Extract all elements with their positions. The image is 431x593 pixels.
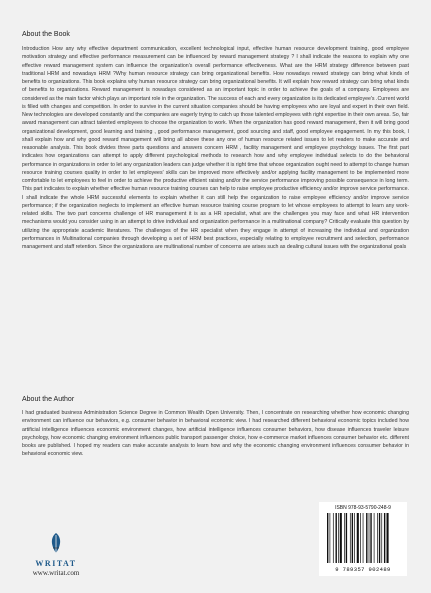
publisher-url: www.writat.com bbox=[32, 569, 80, 577]
isbn-label: ISBN 978-93-5790-248-9 bbox=[335, 505, 391, 511]
barcode-bars bbox=[327, 513, 403, 563]
publisher-logo bbox=[22, 532, 90, 580]
publisher-name: WRITAT bbox=[35, 559, 77, 568]
about-book-heading: About the Book bbox=[22, 31, 70, 38]
quill-icon bbox=[46, 532, 66, 556]
about-book-text: Introduction How any why effective department communication, excellent technological input, effective human resource development training, good employee motivation strategy and effective performance measurement can be influenced by reward management strategy ? I shall indicate the reasons to explain why one effective reward management system can influence the organization's overall performance effectiveness. What are the HRM strategy difference between past traditional HRM and nowadays HRM ?Why human resource strategy can bring organizational benefits. How nowadays reward strategy can bring what kinds of benefits to organizations. This book explains why human resource strategy can bring organizational benefits. It will explain how reward strategy can bring what kinds of benefits to organizations. Reward management is nowadays considered as an important topic in order to achieve the goals of a company. Employees are considered as the main factor which plays an important role in the organization. The success of each and every organization is its dedicated employee's .Current world is filled with changes and competition. In order to survive in the current situation companies should be having employees who are loyal and expert in their own field. New technologies are developed constantly and the companies are eagerly trying to catch up those talented employees with right expertise in their own areas. So, fair award management can attract talented employees to choose the organization to work. When the organization has good reward management, then it will bring good organizational development, good learning and training , good performance management, good sourcing and staff, good employee engagement. In my this book, I shall explain how and why good reward management will bring all above these any one of human resource related issues to let readers to make accurate and reasonable analysis. This book divides three parts questions and answers concern HRM , facility management and employee psychology issues. The first part indicates how organizations can attempt to apply different psychological methods to research how and why employee individual selects to do the behavioral performance in organizations in order to let any organization leaders can judge whether it is right time that whose organization ought need to attempt to change human resource training courses quality in order to let employees' skills can be improved more effectively and/or applying facility management to be implemented more comfortable to let employees to feel in order to achieve the productive efficient raising and/or the service performance improving possible consequence in long term. This part indicates to explain whether effective human resource training courses can help to raise employee productive efficiency and/or improve service performance. I shall indicate the whole HRM successful elements to explain whether it can still help the organization to raise employee efficiency and/or improve service performance; if the organization neglects to implement an effective human resource training course program to let whose employees to attempt to learn any work-related skills. The two part concerns challenge of HR management it is as a HR specialist, what are the challenges you may face and what HR intervention mechanisms would you consider using in an attempt to drive individual and organization performance in a multinational company? Critically evaluate this question by utilizing the appropriate academic literatures. The challenges of the HR specialist when they engage in attempt of increasing the individual and organization performances in Multinational companies through developing a set of HRM best practices, especially relating to employee recruitment and selection, performance management and staff retention. Since the organizations are multinational number of concerns are arises such as dealing cultural issues with the organizational goals bbox=[22, 46, 409, 250]
isbn-digits: 9 789357 902489 bbox=[335, 566, 391, 573]
about-author-text: I had graduated business Administration Science Degree in Common Wealth Open University. Then, I concentrate on researching whether how economic changing environment can influence our behaviors, e.g. consumer behavior in behavioral economic view. I had researched different behavioral economic topics included how artificial intelligence influences economic environment changes, how artificial intelligence influences consumer behaviors, how disease influences traveler leisure psychology, how economic changing environment influences public transport passenger choice, how e-commerce market influences consumer behavior etc. different books are published. I hoped my readers can make accurate analysis to learn how and why the economic changing environment influences consumer behavior in behavioral economic view. bbox=[22, 410, 409, 458]
about-author-heading: About the Author bbox=[22, 396, 75, 403]
isbn-barcode bbox=[319, 502, 407, 576]
